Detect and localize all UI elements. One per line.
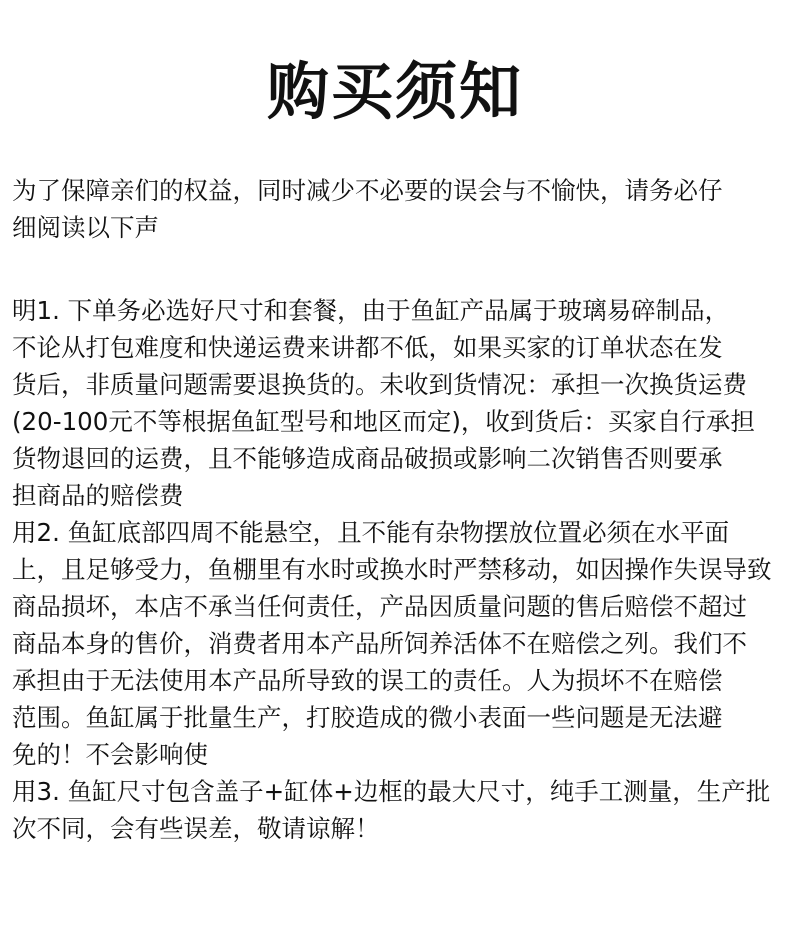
intro-line: 细阅读以下声 [12,213,159,242]
page-title: 购买须知 [266,55,523,128]
body-line: 货物退回的运费，且不能够造成商品破损或影响二次销售否则要承 [12,444,723,473]
body-line: 用3. 鱼缸尺寸包含盖子+缸体+边框的最大尺寸，纯手工测量，生产批 [12,777,771,806]
body-line: 上，且足够受力，鱼棚里有水时或换水时严禁移动，如因操作失误导致 [12,555,772,584]
body-line: 范围。鱼缸属于批量生产，打胶造成的微小表面一些问题是无法避 [12,703,723,732]
paragraph-gap [12,246,782,292]
body-line: 商品本身的售价，消费者用本产品所饲养活体不在赔偿之列。我们不 [12,629,747,658]
body-line: 用2. 鱼缸底部四周不能悬空，且不能有杂物摆放位置必须在水平面 [12,518,730,547]
body-line: (20-100元不等根据鱼缸型号和地区而定)，收到货后：买家自行承担 [12,407,755,436]
notice-text [12,172,782,847]
body-line: 货后，非质量问题需要退换货的。未收到货情况：承担一次换货运费 [12,370,747,399]
body-line: 免的！不会影响使 [12,740,208,769]
body-line: 明1. 下单务必选好尺寸和套餐，由于鱼缸产品属于玻璃易碎制品， [12,296,730,325]
body-line: 商品损坏，本店不承当任何责任，产品因质量问题的售后赔偿不超过 [12,592,747,621]
intro-line: 为了保障亲们的权益，同时减少不必要的误会与不愉快，请务必仔 [12,176,723,205]
body-line: 次不同，会有些误差，敬请谅解！ [12,814,380,843]
body-line: 不论从打包难度和快递运费来讲都不低，如果买家的订单状态在发 [12,333,723,362]
body-line: 担商品的赔偿费 [12,481,184,510]
body-line: 承担由于无法使用本产品所导致的误工的责任。人为损坏不在赔偿 [12,666,723,695]
